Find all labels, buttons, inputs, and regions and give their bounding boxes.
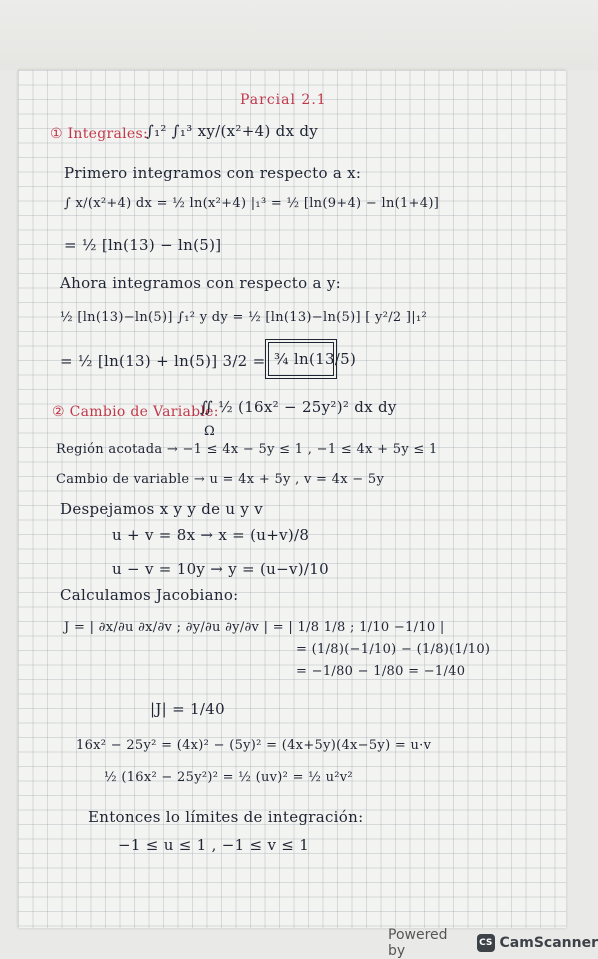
final-result: ¾ ln(13/5) <box>274 350 357 368</box>
page-title: Parcial 2.1 <box>240 92 327 108</box>
scan-top-margin <box>0 0 598 70</box>
integration-limits: −1 ≤ u ≤ 1 , −1 ≤ v ≤ 1 <box>118 836 310 854</box>
line-jacobiano: Calculamos Jacobiano: <box>60 586 239 604</box>
step-integrate-x: ∫ x/(x²+4) dx = ½ ln(x²+4) |₁³ = ½ [ln(9+4) − ln(1+4)] <box>64 196 440 211</box>
line-ahora: Ahora integramos con respecto a y: <box>60 274 341 292</box>
camscanner-logo-icon: CS <box>477 934 495 952</box>
section-2-label: ② Cambio de Variable: <box>52 404 219 420</box>
line-region: Región acotada → −1 ≤ 4x − 5y ≤ 1 , −1 ≤ 4x + 5y ≤ 1 <box>56 442 438 457</box>
section-1-integral: ∫₁² ∫₁³ xy/(x²+4) dx dy <box>146 122 319 140</box>
equation-y: u − v = 10y → y = (u−v)/10 <box>112 560 329 578</box>
camscanner-brand: CamScanner <box>499 935 598 951</box>
powered-by-label: Powered by <box>388 927 448 959</box>
scanner-footer <box>388 927 598 959</box>
jacobian-calculation: = (1/8)(−1/10) − (1/8)(1/10) <box>296 642 491 657</box>
equation-x: u + v = 8x → x = (u+v)/8 <box>112 526 310 544</box>
step-integrate-y-result: = ½ [ln(13) + ln(5)] 3/2 = <box>60 352 266 370</box>
section-2-integral: ∬ ½ (16x² − 25y²)² dx dy <box>200 398 397 416</box>
line-despejamos: Despejamos x y y de u y v <box>60 500 263 518</box>
line-change-variable: Cambio de variable → u = 4x + 5y , v = 4x − 5y <box>56 472 385 487</box>
step-integrate-x-result: = ½ [ln(13) − ln(5)] <box>64 236 222 254</box>
jacobian-definition: J = | ∂x/∂u ∂x/∂v ; ∂y/∂u ∂y/∂v | = | 1/8 1/8 ; 1/10 −1/10 | <box>64 620 445 635</box>
jacobian-absolute: |J| = 1/40 <box>150 700 225 718</box>
step-integrate-y: ½ [ln(13)−ln(5)] ∫₁² y dy = ½ [ln(13)−ln(5)] [ y²/2 ]|₁² <box>60 310 427 325</box>
section-1-label: ① Integrales: <box>50 126 149 142</box>
identity-difference-squares: 16x² − 25y² = (4x)² − (5y)² = (4x+5y)(4x−5y) = u·v <box>76 738 432 753</box>
line-primero: Primero integramos con respecto a x: <box>64 164 362 182</box>
jacobian-result: = −1/80 − 1/80 = −1/40 <box>296 664 466 679</box>
region-symbol: Ω <box>204 424 216 439</box>
line-limites: Entonces lo límites de integración: <box>88 808 364 826</box>
identity-integrand: ½ (16x² − 25y²)² = ½ (uv)² = ½ u²v² <box>104 770 353 785</box>
